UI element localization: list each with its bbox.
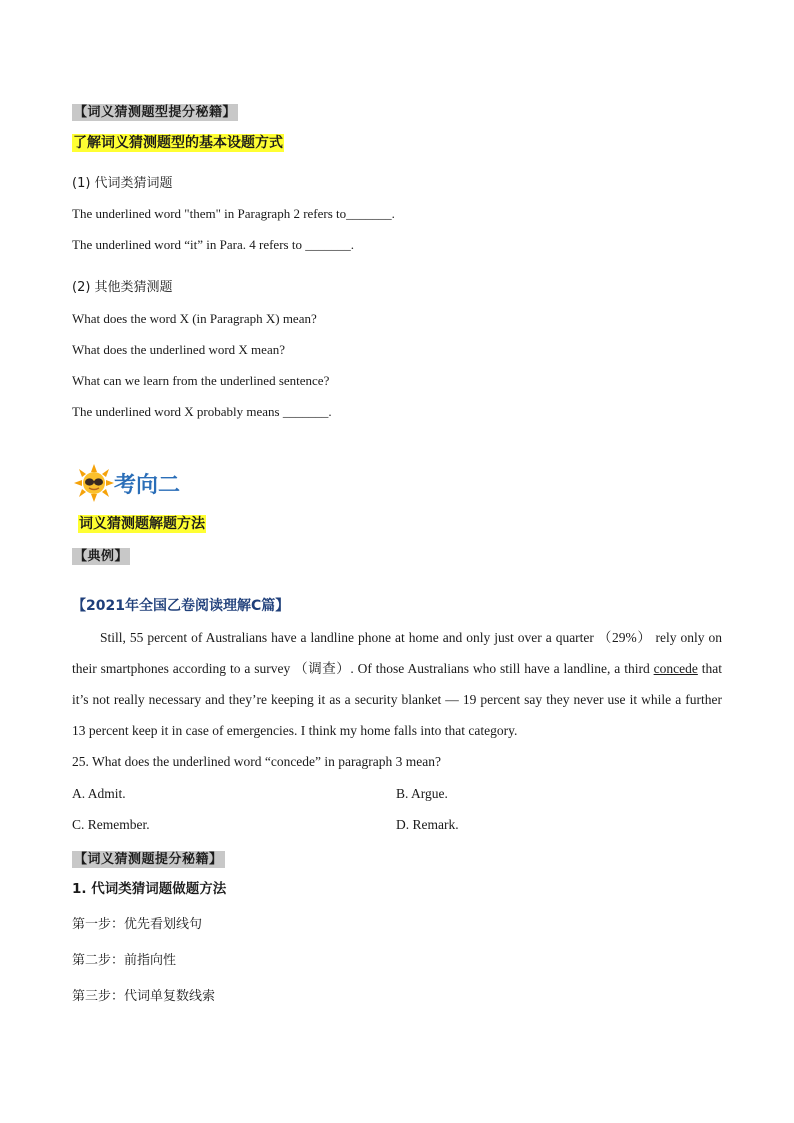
tips-tag-2-label: 【词义猜测题提分秘籍】 [74, 852, 223, 867]
tips-tag-label: 【词义猜测题型提分秘籍】 [74, 105, 237, 120]
sub1-line-1: The underlined word "them" in Paragraph 2 refers to_______. [72, 206, 395, 221]
sub1-line-2: The underlined word “it” in Para. 4 refers to _______. [72, 237, 354, 252]
section1-highlight [72, 132, 284, 152]
step-3: 第三步：代词单复数线索 [72, 989, 216, 1004]
option-d: D. Remark. [396, 817, 459, 832]
section2-heading: 考向二 [114, 472, 181, 498]
option-a: A. Admit. [72, 786, 126, 801]
example-tag [72, 545, 130, 564]
sub2-line-4: The underlined word X probably means _______. [72, 404, 332, 419]
sub2-title: (2) 其他类猜测题 [72, 280, 173, 295]
example-tag-label: 【典例】 [74, 549, 129, 564]
sub2-line-3: What can we learn from the underlined sentence? [72, 373, 330, 388]
option-b: B. Argue. [396, 786, 448, 801]
passage-source: 【2021年全国乙卷阅读理解C篇】 [72, 598, 290, 614]
tips-tag-2 [72, 848, 225, 867]
section1-highlight-text: 了解词义猜测题型的基本设题方式 [73, 135, 283, 151]
option-c: C. Remember. [72, 817, 150, 832]
question-25: 25. What does the underlined word “concede” in paragraph 3 mean? [72, 754, 441, 769]
passage-paragraph [72, 622, 722, 746]
passage-text-2: that it’s not really necessary and they’re keeping it as a security blanket — 19 percent say they never use it while a further 13 percent keep it in case of emergencies. I think my home falls into that category. [72, 661, 723, 738]
tips-tag [72, 101, 238, 120]
step-1: 第一步：优先看划线句 [72, 917, 203, 932]
underlined-word: concede [653, 661, 698, 676]
reading-passage [72, 622, 722, 746]
step-2: 第二步：前指向性 [72, 953, 177, 968]
passage-text-1: Still, 55 percent of Australians have a landline phone at home and only just over a quarter （29%） rely only on their smartphones according to a survey （调查）. Of those Australians who still have a landline, a third [72, 630, 722, 676]
section2-highlight [78, 513, 206, 533]
sub1-title: (1) 代词类猜词题 [72, 176, 173, 191]
sub2-line-2: What does the underlined word X mean? [72, 342, 285, 357]
section2-highlight-text: 词义猜测题解题方法 [79, 516, 205, 532]
method-title: 1. 代词类猜词题做题方法 [72, 881, 227, 897]
sun-sunglasses-icon [72, 464, 116, 502]
sub2-line-1: What does the word X (in Paragraph X) mean? [72, 311, 317, 326]
